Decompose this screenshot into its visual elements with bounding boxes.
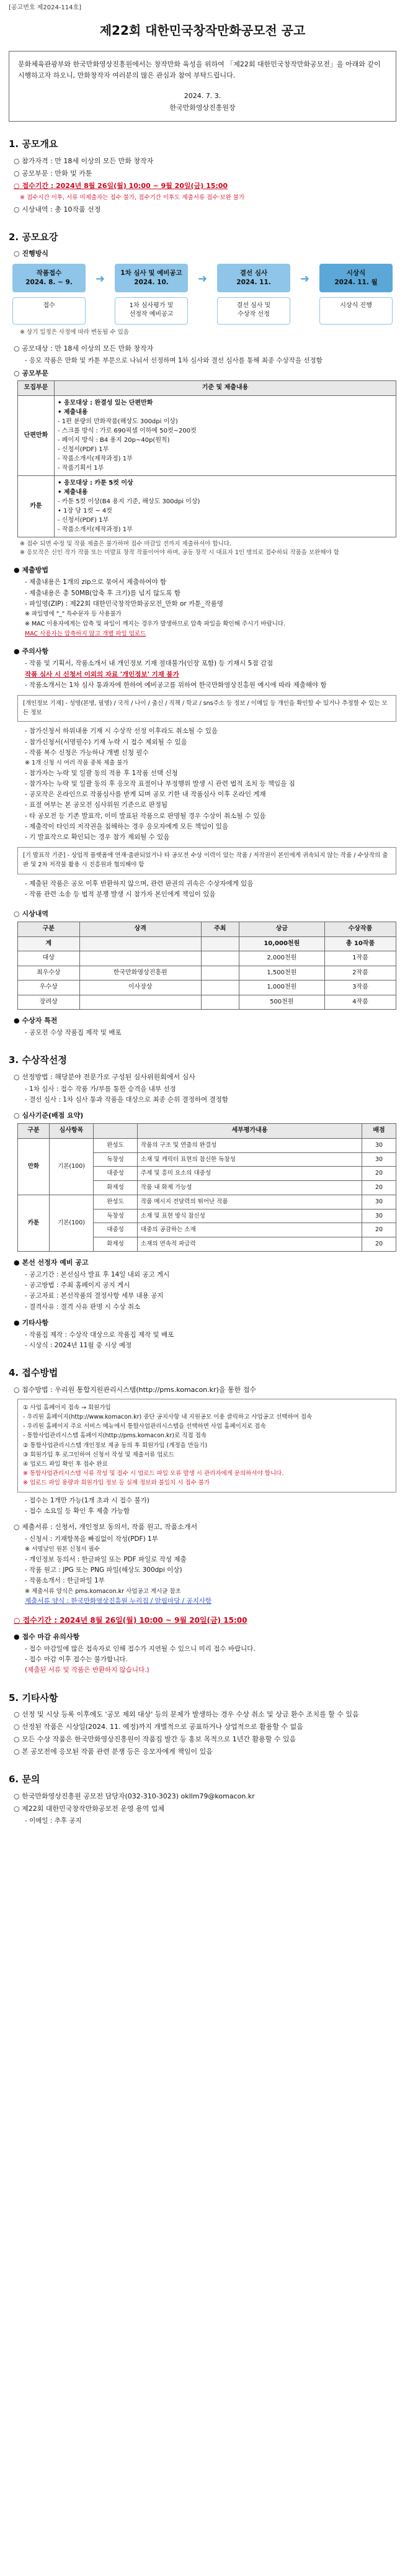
prize-cell: 장려상 bbox=[18, 995, 80, 1010]
rights-item: - 작품 관련 소송 등 법적 분쟁 발생 시 참가자 본인에게 책임이 있음 bbox=[25, 891, 216, 898]
eval-cell: 주제 및 흥미 요소의 대중성 bbox=[138, 1167, 362, 1181]
prize-table-wrap bbox=[17, 922, 396, 1010]
caution-item: 작품 심사 시 신청서 이외의 자료 '개인정보' 기재 불가 bbox=[25, 670, 179, 678]
s5-item: ○ 선정 및 시상 등록 이후에도 '공모 제외 대상' 등의 문제가 발생하는 경우 수상 취소 및 상금 환수 조치를 할 수 있음 bbox=[14, 1710, 359, 1719]
eval-cell: 20 bbox=[362, 1167, 396, 1181]
benefit-title: ● 수상자 특전 bbox=[14, 1016, 58, 1025]
portal-box bbox=[17, 1399, 396, 1492]
table-row bbox=[18, 981, 396, 995]
portal-line: ① 사업 홈페이지 접속 → 회원가입 bbox=[23, 1404, 111, 1411]
prize-cell bbox=[79, 951, 201, 966]
eval-cell: 화제성 bbox=[94, 1237, 138, 1252]
eval-cell: 소재 및 캐릭터 표현의 참신한 독창성 bbox=[138, 1152, 362, 1167]
portal-line: ③ 회원가입 후 로그인하여 신청서 작성 및 제출서류 업로드 bbox=[23, 1451, 174, 1458]
docs-item: ※ 제출서류 양식은 pms.komacon.kr 사업공고 게시글 참조 bbox=[25, 1587, 181, 1595]
portal-line: - 통합사업관리시스템 홈페이지(http://pms.komacon.kr)로 직접 접속 bbox=[23, 1432, 207, 1440]
docs-item: ※ 서명날인 원본 신청서 필수 bbox=[25, 1546, 100, 1553]
field-title: ○ 공모부문 bbox=[14, 369, 48, 377]
s1-item: ○ 참가자격 : 만 18세 이상의 모든 만화 창작자 bbox=[14, 157, 154, 165]
eval-title: ○ 심사기준(배점 요약) bbox=[14, 1111, 84, 1120]
prize-cell: 10,000천원 bbox=[239, 936, 324, 951]
prize-col-head: 주최 bbox=[201, 922, 239, 937]
submit-item: - 파일명(ZIP) : 제22회 대한민국창작만화공모전_만화 or 카툰_작품명 bbox=[25, 599, 224, 608]
eval-cell: 기본(100) bbox=[50, 1138, 94, 1195]
eval-cell: 독창성 bbox=[94, 1152, 138, 1167]
prize-col-head: 수상작품 bbox=[324, 922, 396, 937]
table-row bbox=[18, 395, 396, 475]
submit-item: - 제출내용은 총 50MB(압축 후 크기)를 넘지 않도록 함 bbox=[25, 589, 180, 597]
s5-item: ○ 선정된 작품은 시상일(2024. 11. 예정)까지 개별적으로 공표하거나 상업적으로 활용할 수 없음 bbox=[14, 1723, 303, 1731]
s6-item: ○ 한국만화영상진흥원 공모전 담당자(032-310-3023) okllm79@komacon.kr bbox=[14, 1792, 255, 1800]
eval-cell: 작품의 구조 및 연출의 완결성 bbox=[138, 1138, 362, 1152]
deadline-title: ● 접수 마감 유의사항 bbox=[14, 1632, 80, 1641]
prize-cell: 2,000천원 bbox=[239, 951, 324, 966]
flow-step bbox=[115, 264, 188, 324]
docs-item: - 개인정보 동의서 : 한글파일 또는 PDF 파일로 작성 제출 bbox=[25, 1555, 187, 1563]
etc-item: - 작품집 제작 : 수상작 대상으로 작품집 제작 및 배포 bbox=[25, 1331, 174, 1339]
s5-item: ○ 본 공모전에 응모된 작품 관련 분쟁 등은 응모자에게 책임이 있음 bbox=[14, 1748, 213, 1756]
field-note: ※ 접수 되면 수정 및 작품 제출은 불가하며 접수 마감일 전까지 제출하셔야 합니다. bbox=[20, 540, 231, 547]
table-row bbox=[18, 1195, 396, 1209]
s1-item: ○ 공모부문 : 만화 및 카툰 bbox=[14, 169, 92, 177]
etc-title: ● 기타사항 bbox=[14, 1318, 48, 1327]
caution-item: - 기 발표작으로 확인되는 경우 참가 제외될 수 있음 bbox=[25, 833, 170, 841]
prize-cell: 4작품 bbox=[324, 995, 396, 1010]
prize-cell bbox=[201, 966, 239, 981]
s5-item: ○ 모든 수상 작품은 한국만화영상진흥원이 작품집 발간 등 홍보 목적으로 1년간 활용할 수 있음 bbox=[14, 1735, 296, 1744]
prize-col-head: 상금 bbox=[239, 922, 324, 937]
submit-item: ※ MAC 이용자에게는 압축 및 파일이 깨지는 경우가 발생하므로 압축 파일을 확인해 주시기 바랍니다. bbox=[25, 620, 286, 627]
section-4-title: 4. 접수방법 bbox=[9, 1367, 58, 1379]
eval-cell: 독창성 bbox=[94, 1209, 138, 1223]
method-item: - 1차 심사 : 접수 작품 가/부를 통한 승격을 내부 선정 bbox=[25, 1085, 176, 1093]
submit-method: ○ 접수방법 : 우리원 통합지원관리시스템(http://pms.komacon.kr)을 통한 접수 bbox=[14, 1385, 256, 1394]
eval-cell: 만화 bbox=[18, 1138, 50, 1195]
benefit-item: - 공모전 수상 작품집 제작 및 배포 bbox=[25, 1029, 122, 1037]
eval-cell: 작품 내 화제 가능성 bbox=[138, 1181, 362, 1195]
count-item: - 접수 소요일 등 확인 후 제출 가능함 bbox=[25, 1507, 130, 1515]
field-detail: • 응모대상 : 완결성 있는 단편만화 • 제출내용 - 1편 분량의 만화작품(해상도 300dpi 이상) - 스크롤 방식 : 가로 690픽셀 이하에 50컷~200컷 - 페이지 방식 : B4 용지 20p~40p(원칙) - 신청서(PDF) 1부 - 작품소개서(제작과정) 1부 - 작품기획서 1부 bbox=[55, 395, 396, 475]
caution-item: ※ 1개 신청 시 여러 작품 중복 제출 불가 bbox=[25, 760, 128, 767]
eval-cell: 20 bbox=[362, 1181, 396, 1195]
prize-cell: 최우수상 bbox=[18, 966, 80, 981]
arrow-right-icon: ➜ bbox=[95, 272, 105, 286]
flow-step-head: 1차 심사 및 예비공고 2024. 10. bbox=[115, 264, 188, 292]
eval-cell: 대중성 bbox=[94, 1167, 138, 1181]
field-table bbox=[17, 380, 396, 537]
section-6-title: 6. 문의 bbox=[9, 1774, 40, 1785]
submit-title: ● 제출방법 bbox=[14, 566, 48, 575]
method-item: - 결선 심사 : 1차 심사 통과 작품을 대상으로 최종 순위 결정하여 결정함 bbox=[25, 1096, 228, 1104]
target-detail: - 응모 작품은 만화 및 카툰 부문으로 나눠서 선정하며 1차 심사와 결선 심사를 통해 최종 수상작을 선정함 bbox=[25, 357, 323, 365]
caution-item: - 타 공모전 등 기존 발표작, 이미 발표된 작품으로 판명될 경우 수상이 취소될 수 있음 bbox=[25, 812, 266, 820]
prize-cell bbox=[201, 951, 239, 966]
eval-col-head: 세부평가내용 bbox=[138, 1124, 362, 1139]
caution-item: - 작품소개서는 1차 심사 통과자에 한하여 예비공고를 위하여 한국만화영상진흥원 예시에 따라 제출해야 함 bbox=[25, 681, 327, 689]
prize-col-head: 구분 bbox=[18, 922, 80, 937]
eval-col-head: 심사항목 bbox=[50, 1124, 94, 1139]
table-row bbox=[18, 966, 396, 981]
prize-table bbox=[17, 922, 396, 1010]
prize-cell: 500천원 bbox=[239, 995, 324, 1010]
eval-table-wrap bbox=[17, 1123, 396, 1252]
caution-title: ● 주의사항 bbox=[14, 647, 48, 656]
eval-cell: 대중의 공감하는 소재 bbox=[138, 1223, 362, 1237]
caution-item: - 참가자는 누락 및 일괄 동의 적용 후 1작품 선택 신청 bbox=[25, 769, 178, 777]
flow-step bbox=[217, 264, 290, 324]
prize-cell: 1작품 bbox=[324, 951, 396, 966]
announce-item: - 결격사유 : 결격 사유 판명 시 수상 취소 bbox=[25, 1303, 141, 1311]
field-table-wrap bbox=[17, 380, 396, 537]
count-item: - 접수는 1개만 가능(1개 초과 시 접수 불가) bbox=[25, 1496, 149, 1504]
caution-item: - 작품 및 기획서, 작품소개서 내 개인정보 기재 절대불가(인장 포함) 등 기재시 5점 감점 bbox=[25, 660, 274, 668]
prize-cell: 3작품 bbox=[324, 981, 396, 995]
prize-cell bbox=[201, 981, 239, 995]
announce-title: ● 본선 선정자 예비 공고 bbox=[14, 1259, 89, 1267]
flow-step bbox=[12, 264, 86, 324]
caution-item: - 제출작이 타인의 저작권을 침해하는 경우 응모자에게 모든 책임이 있음 bbox=[25, 822, 228, 830]
eval-method: ○ 선정방법 : 해당분야 전문가로 구성된 심사위원회에서 심사 bbox=[14, 1073, 195, 1082]
prize-cell bbox=[201, 936, 239, 951]
s4-period: ○ 접수기간 : 2024년 8월 26일(월) 10:00 ~ 9월 20일(금) 15:00 bbox=[14, 1615, 247, 1625]
caution-item: - 참가신청서 하위내용 기재 시 수상작 선정 이후라도 취소될 수 있음 bbox=[25, 727, 218, 735]
privacy-box: [개인정보 기재] - 성명(본명, 필명) / 국적 / 나이 / 출신 / 직책 / 학교 / sns주소 등 정보 / 이메일 등 개인을 확인할 수 있거나 추정할 수 있는 모든 정보 bbox=[17, 695, 396, 722]
portal-line: - 우리원 홈페이지 주요 서비스 메뉴에서 통합사업관리시스템을 선택하면 사업 홈페이지로 접속 bbox=[23, 1423, 266, 1430]
flow-title: ○ 진행방식 bbox=[14, 249, 48, 258]
prize-cell: 1,000천원 bbox=[239, 981, 324, 995]
caution-item: - 참가신청서(서명필수) 기재 누락 시 접수 제외될 수 있음 bbox=[25, 738, 187, 746]
prize-title: ○ 시상내역 bbox=[14, 910, 48, 918]
section-3-title: 3. 수상작선정 bbox=[9, 1054, 67, 1066]
intro-box bbox=[9, 51, 396, 122]
docs-link[interactable]: 제출서류 양식 : 한국만화영상진흥원 누리집 / 알림마당 / 공지사항 bbox=[25, 1597, 212, 1605]
prize-cell bbox=[201, 995, 239, 1010]
prize-cell: 계 bbox=[18, 936, 80, 951]
field-col-head: 모집부문 bbox=[18, 381, 55, 396]
prize-cell bbox=[79, 995, 201, 1010]
submit-item: - 제출내용은 1개의 zip으로 묶어서 제출하여야 함 bbox=[25, 578, 167, 586]
caution-item: - 표절 여부는 본 공모전 심사위원 기준으로 판정됨 bbox=[25, 801, 168, 809]
prize-cell: 2작품 bbox=[324, 966, 396, 981]
eval-cell: 기본(100) bbox=[50, 1195, 94, 1251]
announce-number: [공고번호 제2024-114호] bbox=[9, 4, 82, 11]
section-5-title: 5. 기타사항 bbox=[9, 1692, 58, 1703]
eval-cell: 대중성 bbox=[94, 1223, 138, 1237]
prize-col-head: 상격 bbox=[79, 922, 201, 937]
etc-item: - 시상식 : 2024년 11월 중 시상 예정 bbox=[25, 1341, 132, 1349]
flow-step-head: 결선 심사 2024. 11. bbox=[217, 264, 290, 292]
prize-cell: 우수상 bbox=[18, 981, 80, 995]
s1-prize: ○ 시상내역 : 총 10작품 선정 bbox=[14, 205, 101, 213]
eval-cell: 작품 메시지 전달력의 뛰어난 작품 bbox=[138, 1195, 362, 1209]
table-row bbox=[18, 951, 396, 966]
table-row bbox=[18, 1138, 396, 1152]
prize-cell: 총 10작품 bbox=[324, 936, 396, 951]
arrow-right-icon: ➜ bbox=[300, 272, 310, 286]
eval-cell: 30 bbox=[362, 1138, 396, 1152]
announce-item: - 공고자료 : 본선작품의 결정사항 세부 내용 공지 bbox=[25, 1292, 164, 1300]
field-name: 단편만화 bbox=[18, 395, 55, 475]
target: ○ 공모대상 : 만 18세 이상의 모든 만화 창작자 bbox=[14, 344, 154, 353]
eval-cell: 30 bbox=[362, 1152, 396, 1167]
flow-step-head: 작품접수 2024. 8. ~ 9. bbox=[12, 264, 86, 292]
portal-line: ② 통합사업관리시스템 개인정보 제공 동의 후 회원가입 (계정을 만들기) bbox=[23, 1442, 208, 1449]
eval-cell: 완성도 bbox=[94, 1195, 138, 1209]
table-row bbox=[18, 936, 396, 951]
process-flow bbox=[12, 264, 393, 324]
announce-item: - 공고방법 : 주최 홈페이지 공지 게시 bbox=[25, 1281, 130, 1290]
announce-item: - 공고기간 : 본선심사 발표 후 14일 내외 공고 게시 bbox=[25, 1270, 170, 1278]
field-note: ※ 응모작은 신인 작가 작품 또는 미발표 창작 작품이어야 하며, 공동 창작 시 대표자 1인 명의로 접수하되 작품을 보완해야 함 bbox=[20, 549, 339, 556]
s1-period: ○ 접수기간 : 2024년 8월 26일(월) 10:00 ~ 9월 20일(금) 15:00 bbox=[14, 181, 228, 190]
portal-line: ④ 업로드 파일 확인 후 접수 완료 bbox=[23, 1461, 108, 1468]
flow-step-box: 시상식 진행 bbox=[319, 297, 393, 325]
flow-step bbox=[319, 264, 393, 324]
eval-cell: 30 bbox=[362, 1195, 396, 1209]
caution-item: - 참가자는 누락 및 일괄 동의 후 응모작 표절이나 부정행위 발생 시 관련 법적 조치 등 책임을 짐 bbox=[25, 780, 295, 788]
docs-item: - 작품소개서 : 한글파일 1부 bbox=[25, 1577, 105, 1585]
s1-period-note: ※ 접수시간 이후, 서류 미제출자는 접수 불가, 접수기간 이후도 제출서류 접수·보완 불가 bbox=[20, 194, 245, 201]
document-title: 제22회 대한민국창작만화공모전 공고 bbox=[99, 22, 306, 38]
prize-cell bbox=[79, 936, 201, 951]
rights-item: - 제출된 작품은 공모 이후 반환하지 않으며, 관련 판권의 귀속은 수상자에게 있음 bbox=[25, 879, 254, 887]
field-detail: • 응모대상 : 카툰 5컷 이상 • 제출내용 - 카툰 5컷 이상(B4 용지 기준, 해상도 300dpi 이상) • 1장 당 1컷 ~ 4컷 - 신청서(PDF) 1부 - 작품소개서(제작과정) 1부 bbox=[55, 475, 396, 537]
s6-item: - 이메일 : 추후 공지 bbox=[25, 1816, 82, 1824]
portal-note: ※ 통합사업관리시스템 서류 작성 및 접수 시 업로드 파일 오류 발생 시 관리자에게 문의하셔야 합니다. bbox=[23, 1470, 284, 1478]
rights-box: [기 발표작 기준] - 상업적 플랫폼에 연재·출판되었거나 타 공모전 수상 이력이 있는 작품 / 저작권이 본인에게 귀속되지 않는 작품 / 수상작의 출판 및 2차 저작물 활용 시 진흥원과 협의해야 함 bbox=[17, 847, 396, 874]
intro-org: 한국만화영상진흥원장 bbox=[169, 103, 236, 112]
docs-item: - 작품 원고 : JPG 또는 PNG 파일(해상도 300dpi 이상) bbox=[25, 1566, 182, 1574]
portal-note: ※ 업로드 파일 용량과 회원가입 정보 등 실제 정보와 불일치 시 접수 불가 bbox=[23, 1479, 210, 1487]
submit-item: ※ 파일명에 "_" 특수문자 등 사용불가 bbox=[25, 611, 122, 618]
eval-col-head bbox=[94, 1124, 138, 1139]
prize-cell: 대상 bbox=[18, 951, 80, 966]
deadline-item: - 접수 마감 이후 접수는 불가합니다. bbox=[25, 1656, 128, 1664]
intro-text: 문화체육관광부와 한국만화영상진흥원에서는 창작만화 육성을 위하여 「제22회 대한민국창작만화공모전」을 아래와 같이 시행하고자 하오니, 만화창작자 여러분의 많은 관심과 참여 부탁드립니다. bbox=[18, 60, 381, 80]
docs-item: - 신청서 : 기재항목을 빠짐없이 작성(PDF) 1부 bbox=[25, 1535, 158, 1543]
deadline-item: - 접수 마감일에 많은 접속자로 인해 접수가 지연될 수 있으니 미리 접수 바랍니다. bbox=[25, 1645, 256, 1653]
flow-step-box: 접수 bbox=[12, 297, 86, 325]
eval-cell: 20 bbox=[362, 1237, 396, 1252]
submit-item: MAC 사용자는 압축하지 않고 개별 파일 업로드 bbox=[25, 630, 146, 637]
deadline-note: (제출된 서류 및 작품은 반환하지 않습니다.) bbox=[25, 1666, 149, 1674]
docs-title: ○ 제출서류 : 신청서, 개인정보 동의서, 작품 원고, 작품소개서 bbox=[14, 1523, 198, 1531]
eval-cell: 20 bbox=[362, 1223, 396, 1237]
prize-cell: 이사장상 bbox=[79, 981, 201, 995]
eval-cell: 완성도 bbox=[94, 1138, 138, 1152]
eval-cell: 카툰 bbox=[18, 1195, 50, 1251]
section-2-title: 2. 공모요강 bbox=[9, 231, 58, 243]
flow-step-box: 결선 심사 및 수상작 선정 bbox=[217, 297, 290, 325]
s6-item: ○ 제22회 대한민국창작만화공모전 운영 용역 업체 bbox=[14, 1804, 164, 1813]
intro-date: 2024. 7. 3. bbox=[184, 91, 221, 100]
caution-item: - 작품 복수 신청은 가능하나 개별 신청 필수 bbox=[25, 748, 149, 756]
flow-step-head: 시상식 2024. 11. 월 bbox=[319, 264, 393, 292]
table-row bbox=[18, 995, 396, 1010]
section-1-title: 1. 공모개요 bbox=[9, 138, 58, 150]
arrow-right-icon: ➜ bbox=[197, 272, 208, 286]
field-col-head: 기준 및 제출내용 bbox=[55, 381, 396, 396]
eval-cell: 소재 및 표현 방식 참신성 bbox=[138, 1209, 362, 1223]
prize-cell: 한국만화영상진흥원 bbox=[79, 966, 201, 981]
flow-step-box: 1차 심사평가 및 선정작 예비공고 bbox=[115, 297, 188, 325]
eval-col-head: 배점 bbox=[362, 1124, 396, 1139]
eval-col-head: 구분 bbox=[18, 1124, 50, 1139]
eval-cell: 화제성 bbox=[94, 1181, 138, 1195]
eval-cell: 소재의 연속적 파급력 bbox=[138, 1237, 362, 1252]
caution-item: - 공모작은 온라인으로 작품심사를 받게 되며 공모 기한 내 작품심사 이후 온라인 게재 bbox=[25, 791, 266, 799]
portal-line: - 우리원 홈페이지(http://www.komacon.kr) 중단 공지사항 내 지원공모 이용 클릭하고 사업공고 선택하여 접속 bbox=[23, 1414, 313, 1421]
table-row bbox=[18, 475, 396, 537]
eval-table bbox=[17, 1123, 396, 1252]
eval-cell: 30 bbox=[362, 1209, 396, 1223]
field-name: 카툰 bbox=[18, 475, 55, 537]
prize-cell: 1,500천원 bbox=[239, 966, 324, 981]
flow-note: ※ 상기 일정은 사정에 따라 변동될 수 있음 bbox=[20, 328, 129, 336]
